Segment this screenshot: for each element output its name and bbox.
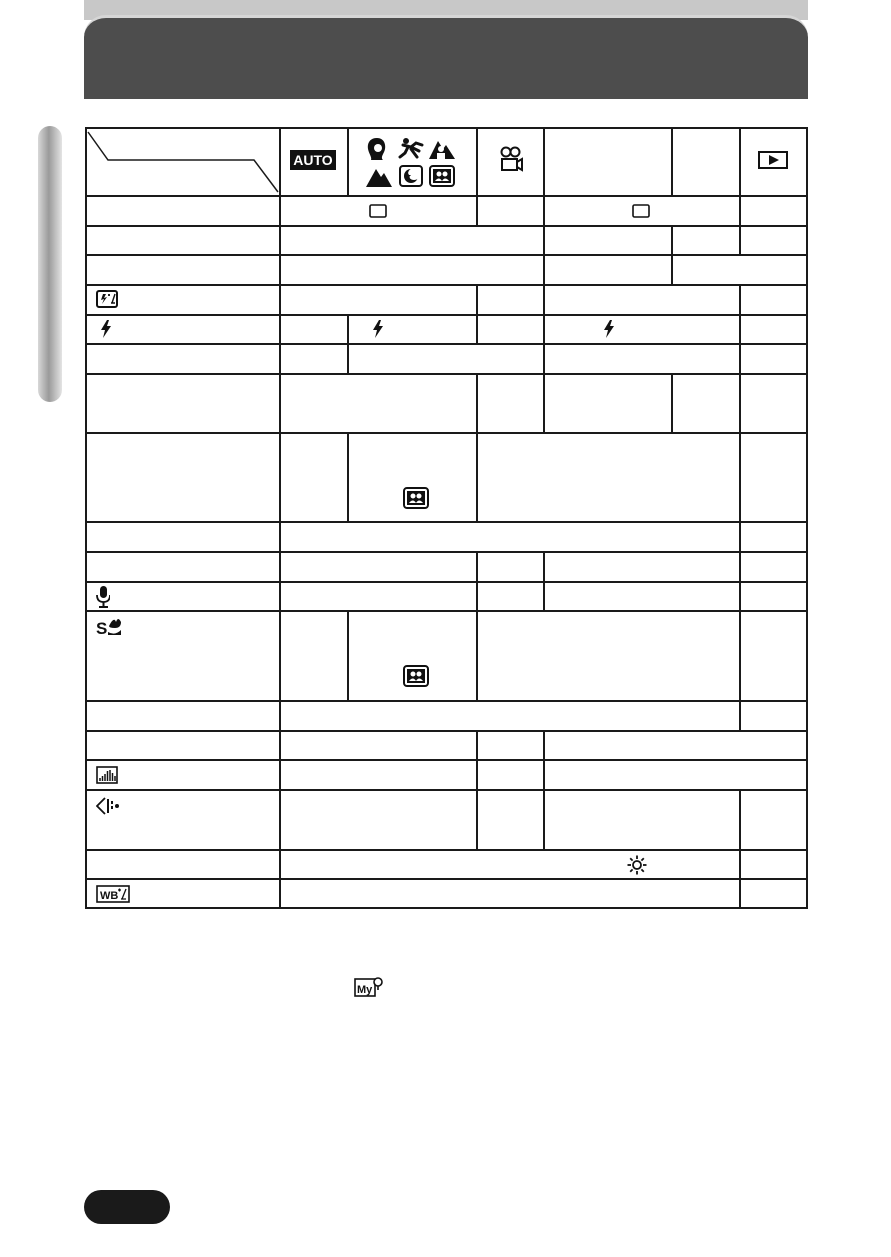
movie-camera-icon bbox=[499, 146, 523, 179]
flash-icon bbox=[372, 320, 384, 343]
microphone-icon bbox=[96, 586, 110, 613]
frame-rect-icon bbox=[632, 204, 650, 223]
sharpness-icon bbox=[96, 797, 120, 820]
svg-text:S: S bbox=[96, 619, 108, 636]
svg-text:My: My bbox=[357, 984, 373, 996]
auto-icon bbox=[290, 150, 336, 175]
svg-text:AUTO: AUTO bbox=[293, 152, 333, 168]
histogram-icon bbox=[96, 766, 118, 789]
flash-icon bbox=[100, 320, 112, 343]
flash-icon bbox=[603, 320, 615, 343]
portrait-icon bbox=[366, 137, 388, 166]
wb-compensation-icon bbox=[96, 885, 130, 908]
self-portrait-icon bbox=[403, 665, 429, 692]
flash-compensation-icon bbox=[96, 290, 118, 313]
super-macro-icon bbox=[96, 614, 122, 641]
sun-icon bbox=[627, 855, 647, 880]
landscape-icon bbox=[366, 167, 392, 192]
header-corner-diagonal bbox=[88, 132, 278, 192]
my-mode-icon bbox=[354, 976, 384, 1003]
self-portrait-icon bbox=[429, 165, 455, 192]
page-number-badge bbox=[84, 1190, 170, 1224]
frame-rect-icon bbox=[369, 204, 387, 223]
sports-icon bbox=[397, 137, 425, 164]
landscape-portrait-icon bbox=[429, 137, 455, 164]
night-scene-icon bbox=[399, 165, 423, 192]
playback-icon[interactable] bbox=[758, 151, 788, 174]
svg-text:WB: WB bbox=[100, 890, 119, 902]
self-portrait-icon bbox=[403, 487, 429, 514]
